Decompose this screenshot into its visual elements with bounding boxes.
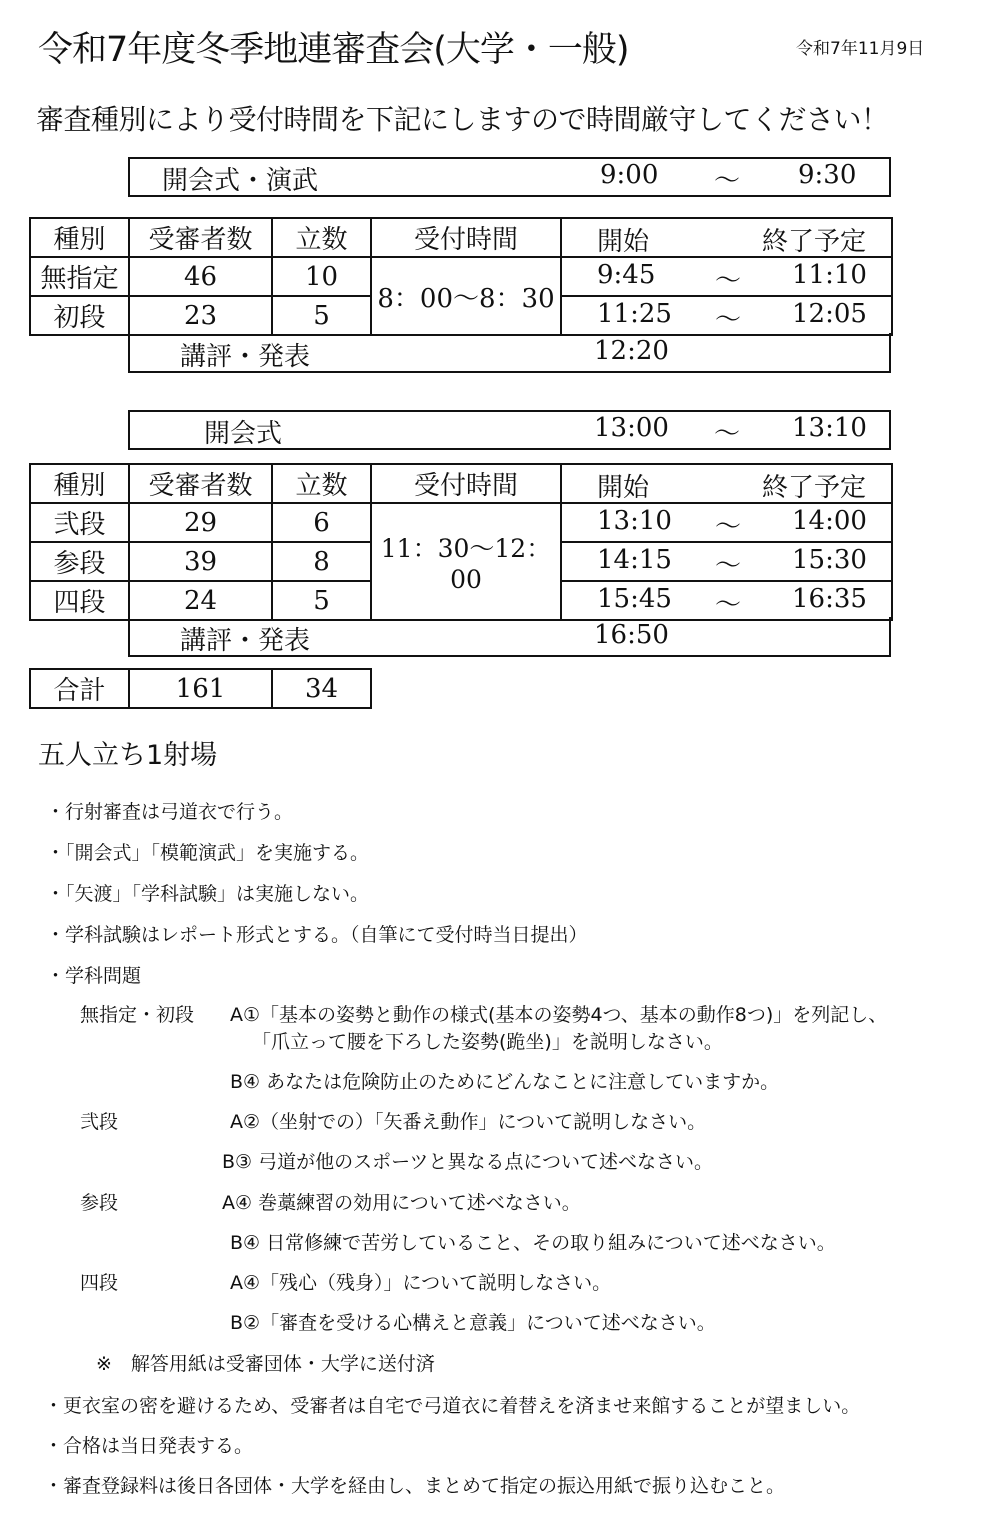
row-reception: 8：00～8：30 xyxy=(371,257,561,335)
row-tachi: 10 xyxy=(272,257,371,296)
row-tilde: ～ xyxy=(715,305,742,335)
afternoon-review-time: 16:50 xyxy=(594,620,669,650)
header-tachi: 立数 xyxy=(272,218,371,257)
row-tachi: 5 xyxy=(272,296,371,335)
row-start: 9:45 xyxy=(597,260,656,290)
afternoon-review-label: 講評・発表 xyxy=(180,626,311,656)
question-text: A②（坐射での）「矢番え動作」について説明しなさい。 xyxy=(230,1111,707,1133)
row-count: 23 xyxy=(129,296,272,335)
afternoon-opening-tilde: ～ xyxy=(714,419,741,449)
header-start: 開始 xyxy=(597,473,650,503)
row-reception: 11：30～12：00 xyxy=(371,503,561,620)
question-text: B④ 日常修練で苦労していること、その取り組みについて述べなさい。 xyxy=(230,1232,836,1254)
row-kind: 四段 xyxy=(30,581,129,620)
morning-schedule-table xyxy=(29,217,893,336)
row-count: 24 xyxy=(129,581,272,620)
question-text: B③ 弓道が他のスポーツと異なる点について述べなさい。 xyxy=(222,1151,713,1173)
morning-opening-label: 開会式・演武 xyxy=(162,166,319,196)
total-tachi: 34 xyxy=(272,669,371,708)
bullet-item: ・「開会式」「模範演武」を実施する。 xyxy=(46,842,370,864)
afternoon-opening-start: 13:00 xyxy=(594,413,669,443)
table-header-row xyxy=(30,464,892,503)
question-grade-label: 弐段 xyxy=(80,1111,119,1133)
section-title: 五人立ち1射場 xyxy=(38,740,218,771)
header-reception: 受付時間 xyxy=(371,218,561,257)
row-count: 39 xyxy=(129,542,272,581)
row-start: 11:25 xyxy=(597,299,672,329)
question-text: A④ 巻藁練習の効用について述べなさい。 xyxy=(222,1192,581,1214)
bullet-item: ・審査登録料は後日各団体・大学を経由し、まとめて指定の振込用紙で振り込むこと。 xyxy=(44,1475,786,1497)
total-label: 合計 xyxy=(30,669,129,708)
row-count: 29 xyxy=(129,503,272,542)
question-text: B②「審査を受ける心構えと意義」について述べなさい。 xyxy=(230,1312,716,1334)
row-start: 13:10 xyxy=(597,506,672,536)
bullet-item: ・更衣室の密を避けるため、受審者は自宅で弓道衣に着替えを済ませ来館することが望ましい。 xyxy=(44,1395,861,1417)
afternoon-opening-end: 13:10 xyxy=(792,413,867,443)
bullet-item: ・学科試験はレポート形式とする。（自筆にて受付時当日提出） xyxy=(46,924,588,946)
morning-review-time: 12:20 xyxy=(594,336,669,366)
bullet-item: ・学科問題 xyxy=(46,965,142,987)
morning-opening-end: 9:30 xyxy=(798,160,857,190)
header-count: 受審者数 xyxy=(129,464,272,503)
header-reception: 受付時間 xyxy=(371,464,561,503)
table-header-row xyxy=(30,218,892,257)
row-end: 12:05 xyxy=(792,299,867,329)
row-end: 15:30 xyxy=(792,545,867,575)
morning-opening-tilde: ～ xyxy=(714,166,741,196)
bullet-item: ・行射審査は弓道衣で行う。 xyxy=(46,801,294,823)
header-kind: 種別 xyxy=(30,218,129,257)
bullet-item: ・「矢渡」「学科試験」は実施しない。 xyxy=(46,883,370,905)
morning-review-label: 講評・発表 xyxy=(180,342,311,372)
question-grade-label: 無指定・初段 xyxy=(80,1004,195,1026)
row-tilde: ～ xyxy=(715,551,742,581)
row-start: 15:45 xyxy=(597,584,672,614)
row-tilde: ～ xyxy=(715,590,742,620)
header-end: 終了予定 xyxy=(762,473,867,503)
row-tachi: 6 xyxy=(272,503,371,542)
question-text: 「爪立って腰を下ろした姿勢(跪坐)」を説明しなさい。 xyxy=(252,1031,723,1053)
question-grade-label: 参段 xyxy=(80,1192,119,1214)
question-text: A④「残心（残身）」について説明しなさい。 xyxy=(230,1272,612,1294)
row-tilde: ～ xyxy=(715,512,742,542)
header-count: 受審者数 xyxy=(129,218,272,257)
header-start: 開始 xyxy=(597,227,650,257)
afternoon-schedule-table xyxy=(29,463,893,621)
row-tachi: 5 xyxy=(272,581,371,620)
header-end: 終了予定 xyxy=(762,227,867,257)
row-end: 16:35 xyxy=(792,584,867,614)
row-start: 14:15 xyxy=(597,545,672,575)
row-kind: 弐段 xyxy=(30,503,129,542)
row-kind: 参段 xyxy=(30,542,129,581)
row-kind: 初段 xyxy=(30,296,129,335)
table-row xyxy=(30,257,892,296)
morning-opening-start: 9:00 xyxy=(600,160,659,190)
footnote: ※ 解答用紙は受審団体・大学に送付済 xyxy=(96,1353,435,1375)
total-row xyxy=(30,669,371,708)
question-text: B④ あなたは危険防止のためにどんなことに注意していますか。 xyxy=(230,1071,780,1093)
notice-text: 審査種別により受付時間を下記にしますので時間厳守してください！ xyxy=(36,103,889,136)
header-tachi: 立数 xyxy=(272,464,371,503)
question-grade-label: 四段 xyxy=(80,1272,119,1294)
document-date: 令和7年11月9日 xyxy=(796,39,925,59)
table-row xyxy=(30,503,892,542)
afternoon-opening-label: 開会式 xyxy=(204,419,283,449)
row-tilde: ～ xyxy=(715,266,742,296)
total-count: 161 xyxy=(129,669,272,708)
question-text: A①「基本の姿勢と動作の様式(基本の姿勢4つ、基本の動作8つ)」を列記し、 xyxy=(230,1004,888,1026)
bullet-item: ・合格は当日発表する。 xyxy=(44,1435,254,1457)
row-tachi: 8 xyxy=(272,542,371,581)
row-end: 11:10 xyxy=(792,260,867,290)
page-title: 令和7年度冬季地連審査会(大学・一般) xyxy=(38,30,629,70)
row-count: 46 xyxy=(129,257,272,296)
row-end: 14:00 xyxy=(792,506,867,536)
row-kind: 無指定 xyxy=(30,257,129,296)
total-table xyxy=(29,668,372,709)
header-kind: 種別 xyxy=(30,464,129,503)
